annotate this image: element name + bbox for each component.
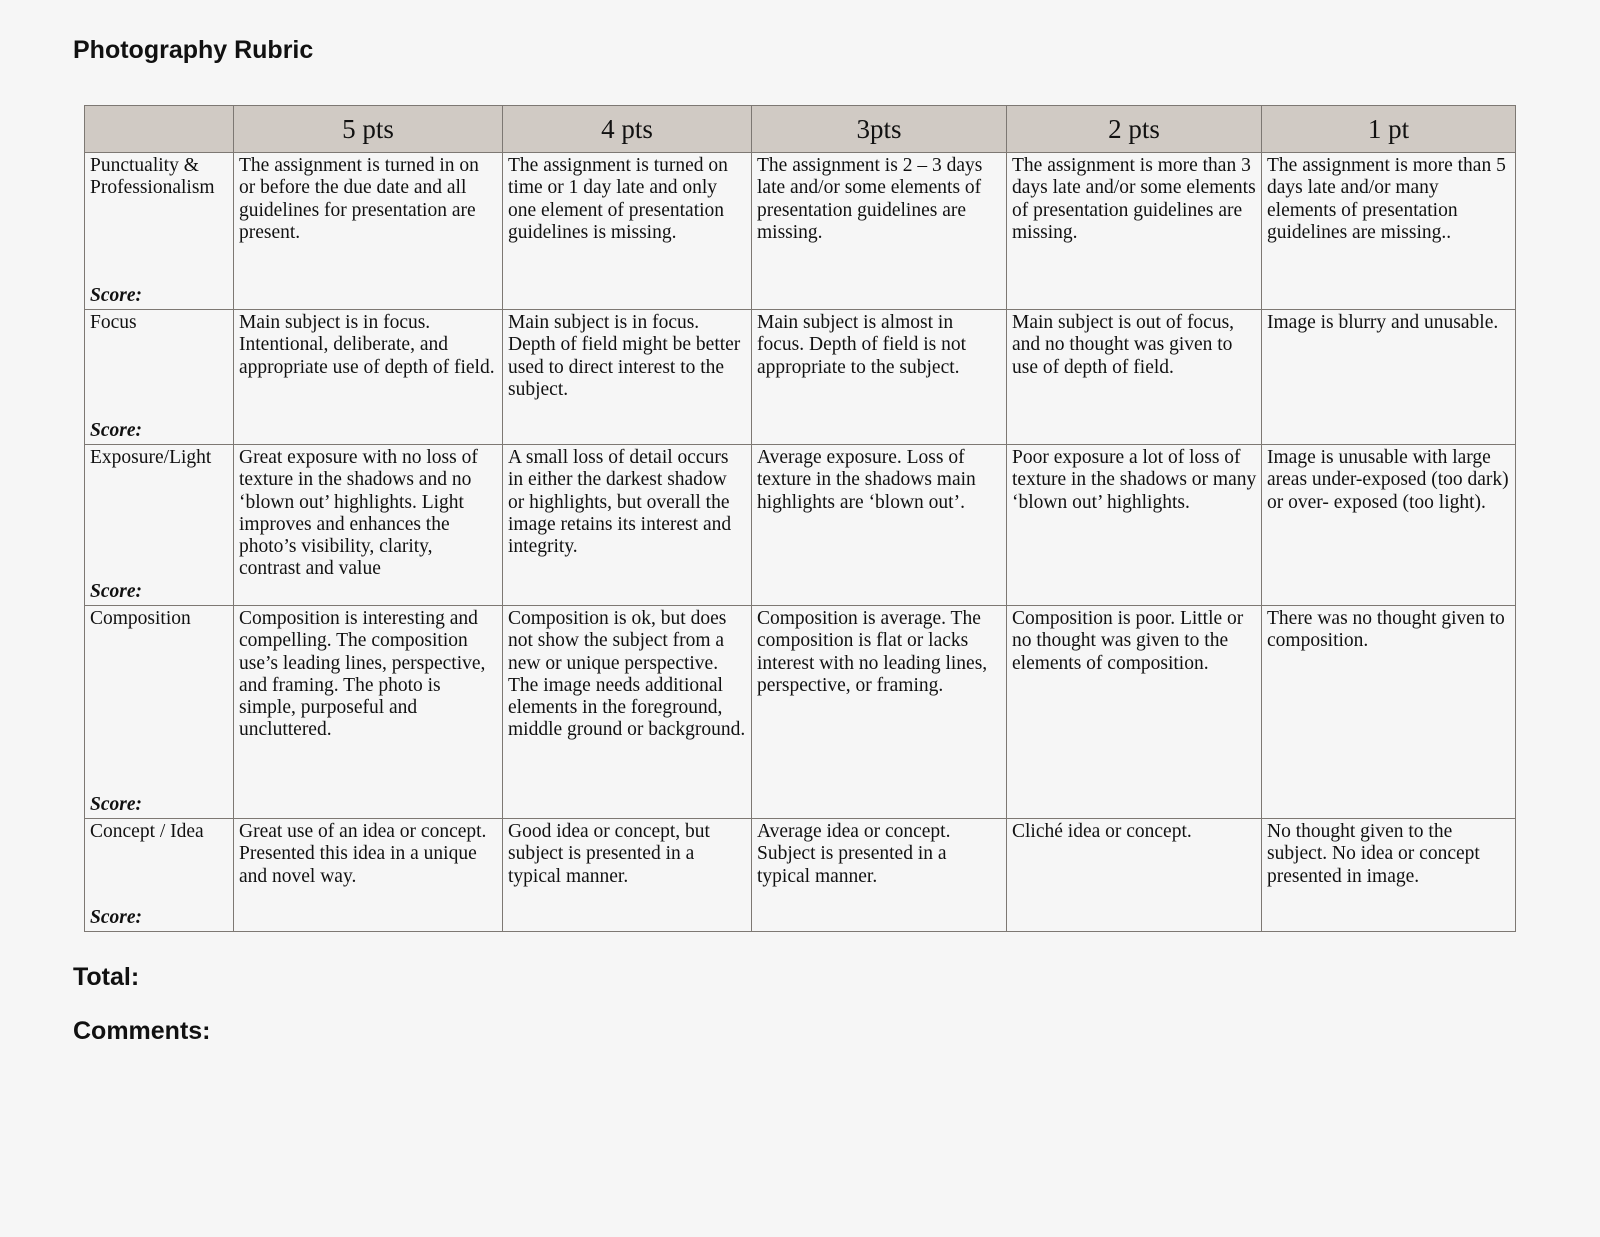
descriptor-cell: There was no thought given to composition.	[1262, 606, 1516, 819]
descriptor-cell: No thought given to the subject. No idea or concept presented in image.	[1262, 819, 1516, 932]
score-label: Score:	[90, 580, 142, 602]
criterion-cell	[85, 606, 234, 819]
criterion-cell	[85, 819, 234, 932]
score-label: Score:	[90, 906, 142, 928]
descriptor-cell: Composition is poor. Little or no thought was given to the elements of composition.	[1007, 606, 1262, 819]
descriptor-cell: Image is unusable with large areas under-exposed (too dark) or over- exposed (too light).	[1262, 445, 1516, 606]
descriptor-cell: Image is blurry and unusable.	[1262, 310, 1516, 445]
descriptor-cell: Main subject is in focus. Depth of field might be better used to direct interest to the subject.	[503, 310, 752, 445]
table-row	[85, 153, 1516, 310]
descriptor-cell: Composition is average. The composition is flat or lacks interest with no leading lines, perspective, or framing.	[752, 606, 1007, 819]
header-2pts: 2 pts	[1007, 106, 1262, 153]
table-row	[85, 606, 1516, 819]
descriptor-cell: Average exposure. Loss of texture in the shadows main highlights are ‘blown out’.	[752, 445, 1007, 606]
descriptor-cell: Main subject is in focus. Intentional, deliberate, and appropriate use of depth of field.	[234, 310, 503, 445]
criterion-label: Composition	[90, 608, 191, 629]
table-row	[85, 310, 1516, 445]
criterion-cell	[85, 153, 234, 310]
descriptor-cell: A small loss of detail occurs in either the darkest shadow or highlights, but overall the image retains its interest and integrity.	[503, 445, 752, 606]
descriptor-cell: Composition is interesting and compelling. The composition use’s leading lines, perspective, and framing. The photo is simple, purposeful and uncluttered.	[234, 606, 503, 819]
rubric-table	[84, 105, 1516, 932]
descriptor-cell: Great exposure with no loss of texture in the shadows and no ‘blown out’ highlights. Light improves and enhances the photo’s visibility, clarity, contrast and value	[234, 445, 503, 606]
header-4pts: 4 pts	[503, 106, 752, 153]
descriptor-cell: Great use of an idea or concept. Presented this idea in a unique and novel way.	[234, 819, 503, 932]
descriptor-cell: Cliché idea or concept.	[1007, 819, 1262, 932]
score-label: Score:	[90, 793, 142, 815]
descriptor-cell: Main subject is almost in focus. Depth of field is not appropriate to the subject.	[752, 310, 1007, 445]
criterion-label: Exposure/Light	[90, 447, 212, 468]
header-row	[85, 106, 1516, 153]
descriptor-cell: The assignment is 2 – 3 days late and/or some elements of presentation guidelines are missing.	[752, 153, 1007, 310]
descriptor-cell: Composition is ok, but does not show the subject from a new or unique perspective. The image needs additional elements in the foreground, middle ground or background.	[503, 606, 752, 819]
header-3pts: 3pts	[752, 106, 1007, 153]
descriptor-cell: The assignment is more than 3 days late and/or some elements of presentation guidelines are missing.	[1007, 153, 1262, 310]
criterion-label: Concept / Idea	[90, 821, 204, 842]
criterion-label: Focus	[90, 312, 137, 333]
descriptor-cell: Good idea or concept, but subject is presented in a typical manner.	[503, 819, 752, 932]
criterion-cell	[85, 310, 234, 445]
table-row	[85, 819, 1516, 932]
comments-label: Comments:	[73, 1017, 211, 1045]
header-1pt: 1 pt	[1262, 106, 1516, 153]
header-5pts: 5 pts	[234, 106, 503, 153]
descriptor-cell: Poor exposure a lot of loss of texture in the shadows or many ‘blown out’ highlights.	[1007, 445, 1262, 606]
descriptor-cell: The assignment is turned on time or 1 day late and only one element of presentation guidelines is missing.	[503, 153, 752, 310]
header-criterion	[85, 106, 234, 153]
criterion-label: Punctuality & Professionalism	[90, 155, 215, 199]
score-label: Score:	[90, 284, 142, 306]
score-label: Score:	[90, 419, 142, 441]
descriptor-cell: Main subject is out of focus, and no thought was given to use of depth of field.	[1007, 310, 1262, 445]
criterion-cell	[85, 445, 234, 606]
total-label: Total:	[73, 963, 140, 991]
descriptor-cell: The assignment is more than 5 days late and/or many elements of presentation guidelines are missing..	[1262, 153, 1516, 310]
page-title: Photography Rubric	[73, 36, 314, 64]
table-row	[85, 445, 1516, 606]
descriptor-cell: The assignment is turned in on or before the due date and all guidelines for presentation are present.	[234, 153, 503, 310]
descriptor-cell: Average idea or concept. Subject is presented in a typical manner.	[752, 819, 1007, 932]
